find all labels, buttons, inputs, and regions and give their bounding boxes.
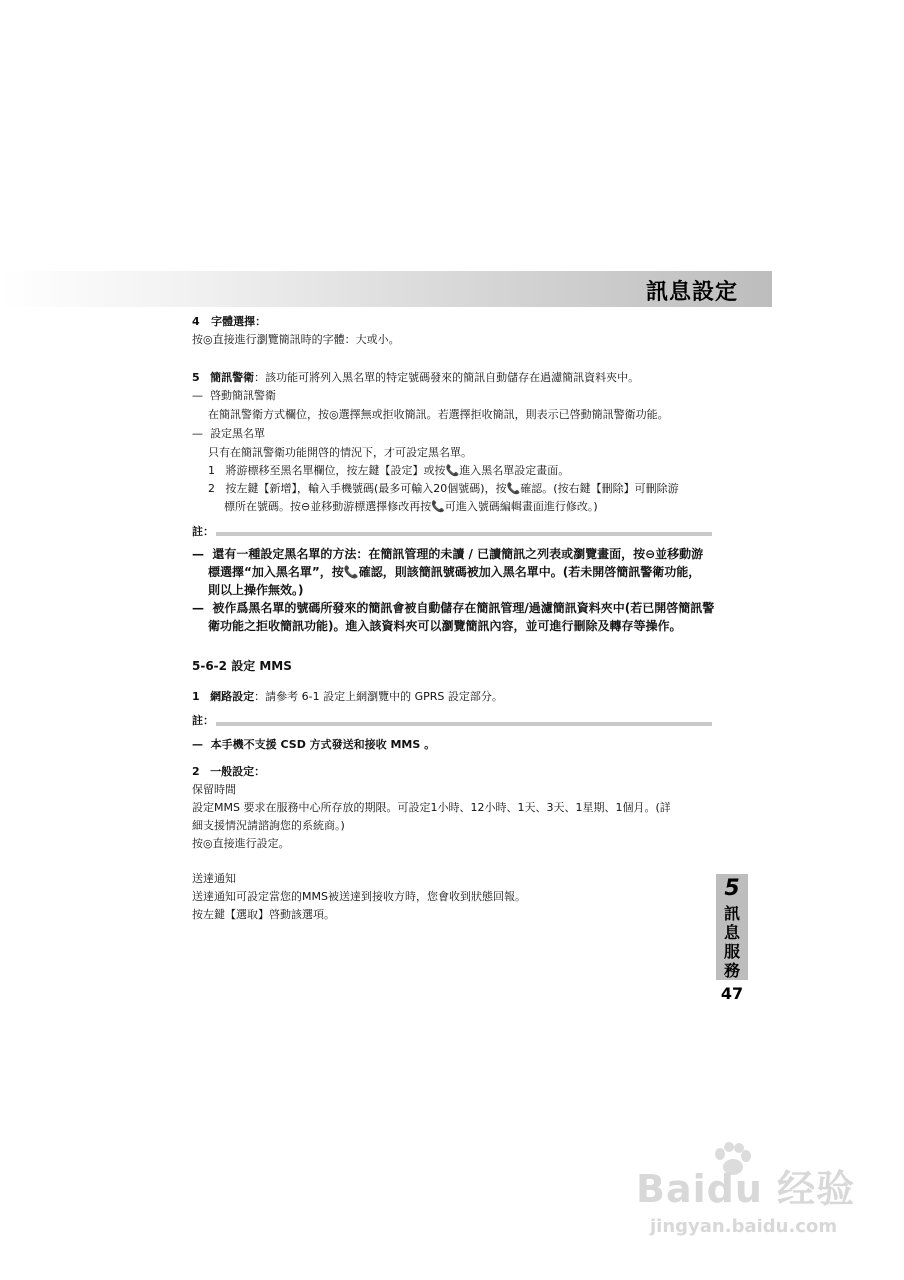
mms-note-label: 註： xyxy=(192,714,214,727)
chapter-tab-text: 訊息服務 xyxy=(724,904,741,980)
chapter-number: 5 xyxy=(724,876,740,901)
note-line-4: — 被作爲黑名單的號碼所發來的簡訊會被自動儲存在簡訊管理/過濾簡訊資料夾中(若已開啓簡訊警 xyxy=(192,601,715,615)
note-line-2: 標選擇“加入黑名單”，按📞確認，則該簡訊號碼被加入黑名單中。(若未開啓簡訊警衛功能， xyxy=(208,565,701,579)
keep-time-line-2: 細支援情況請諮詢您的系統商。) xyxy=(192,819,345,832)
chapter-tab-label xyxy=(716,904,748,980)
note-line-1: — 還有一種設定黑名單的方法：在簡訊管理的未讀 / 已讀簡訊之列表或瀏覽畫面，按⊖並移動游 xyxy=(192,547,704,561)
keep-time-line-3: 按◎直接進行設定。 xyxy=(192,837,290,850)
section-5-item-2-text: 只有在簡訊警衛功能開啓的情況下，才可設定黑名單。 xyxy=(208,446,472,459)
delivery-report-line-2: 按左鍵【選取】啓動該選項。 xyxy=(192,908,335,921)
section-5-step-1: 1 將游標移至黑名單欄位，按左鍵【設定】或按📞進入黑名單設定畫面。 xyxy=(208,464,570,477)
mms-step-1: 1 網路設定：請參考 6-1 設定上網瀏覽中的 GPRS 設定部分。 xyxy=(192,690,503,703)
keep-time-line-1: 設定MMS 要求在服務中心所存放的期限。可設定1小時、12小時、1天、3天、1星期、1個月。(詳 xyxy=(192,801,671,814)
mms-step-2: 2 一般設定： xyxy=(192,765,266,778)
mms-note-line: — 本手機不支援 CSD 方式發送和接收 MMS 。 xyxy=(192,738,436,751)
page-number: 47 xyxy=(720,984,744,1003)
watermark-url: jingyan.baidu.com xyxy=(650,1216,838,1237)
section-5-step-2-cont: 標所在號碼。按⊖並移動游標選擇修改再按📞可進入號碼編輯畫面進行修改。) xyxy=(224,500,598,513)
section-5-item-2-title: — 設定黑名單 xyxy=(192,427,265,440)
section-4-heading: 4 字體選擇： xyxy=(192,315,267,328)
section-5-item-1-title: — 啓動簡訊警衛 xyxy=(192,389,276,402)
note-rule xyxy=(216,532,712,536)
keep-time-title: 保留時間 xyxy=(192,783,236,796)
section-4-text: 按◎直接進行瀏覽簡訊時的字體：大或小。 xyxy=(192,333,400,346)
note-line-5: 衛功能之拒收簡訊功能)。進入該資料夾可以瀏覽簡訊內容，並可進行刪除及轉存等操作。 xyxy=(208,619,682,633)
delivery-report-title: 送達通知 xyxy=(192,872,236,885)
note-label: 註： xyxy=(192,525,214,538)
delivery-report-line-1: 送達通知可設定當您的MMS被送達到接收方時，您會收到狀態回報。 xyxy=(192,890,526,903)
section-5-item-1-text: 在簡訊警衛方式欄位，按◎選擇無或拒收簡訊。若選擇拒收簡訊，則表示已啓動簡訊警衛功能。 xyxy=(208,408,669,421)
baidu-watermark xyxy=(636,1150,876,1250)
section-5-step-2: 2 按左鍵【新增】，輸入手機號碼(最多可輸入20個號碼)，按📞確認。(按右鍵【刪除】可刪除游 xyxy=(208,482,679,495)
chapter-side-tab xyxy=(716,874,748,980)
watermark-logo: Baidu 经验 xyxy=(636,1167,856,1211)
note-line-3: 則以上操作無效。) xyxy=(208,583,304,597)
chapter-header-band xyxy=(0,271,772,307)
mms-section-heading: 5-6-2 設定 MMS xyxy=(192,659,292,673)
mms-note-rule xyxy=(216,722,712,726)
section-5-heading: 5 簡訊警衛：該功能可將列入黑名單的特定號碼發來的簡訊自動儲存在過濾簡訊資料夾中。 xyxy=(192,371,640,384)
chapter-title: 訊息設定 xyxy=(645,280,738,305)
